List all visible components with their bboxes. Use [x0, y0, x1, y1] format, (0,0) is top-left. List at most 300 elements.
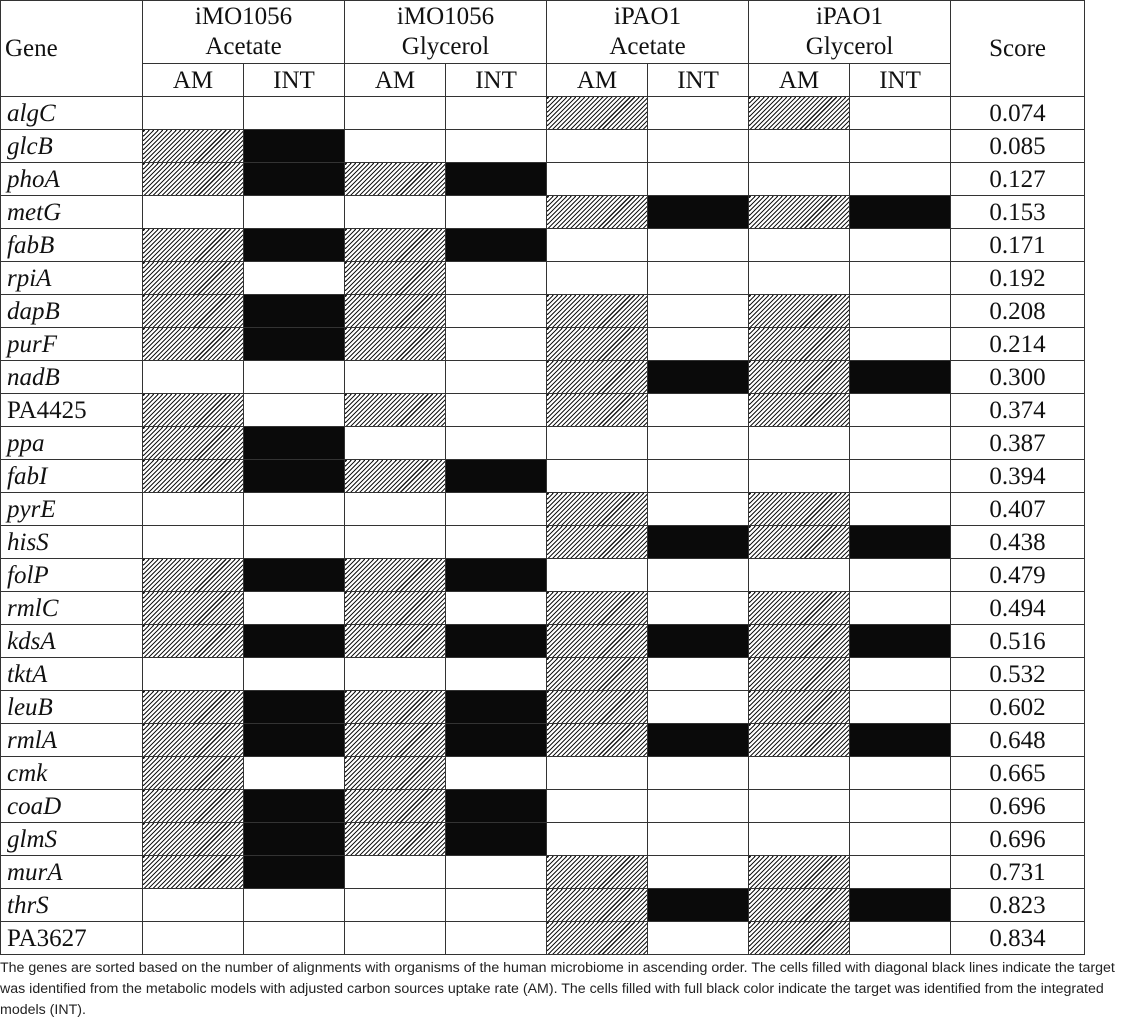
- int-cell-empty: [446, 526, 547, 559]
- score-cell: 0.214: [951, 328, 1085, 361]
- am-cell-hatched: [345, 724, 446, 757]
- int-cell-filled: [244, 691, 345, 724]
- int-cell-empty: [850, 163, 951, 196]
- int-cell-empty: [850, 823, 951, 856]
- am-cell-hatched: [143, 394, 244, 427]
- int-cell-empty: [244, 262, 345, 295]
- int-cell-filled: [446, 790, 547, 823]
- score-cell: 0.834: [951, 922, 1085, 955]
- int-cell-filled: [446, 163, 547, 196]
- gene-name-cell: glmS: [1, 823, 143, 856]
- int-cell-empty: [446, 592, 547, 625]
- am-cell-hatched: [547, 394, 648, 427]
- am-cell-hatched: [345, 757, 446, 790]
- table-row: [1, 229, 1085, 262]
- gene-name-cell: kdsA: [1, 625, 143, 658]
- int-cell-empty: [648, 328, 749, 361]
- gene-name-cell: pyrE: [1, 493, 143, 526]
- int-cell-filled: [850, 625, 951, 658]
- int-cell-filled: [446, 460, 547, 493]
- int-cell-filled: [648, 526, 749, 559]
- int-cell-empty: [850, 922, 951, 955]
- int-cell-empty: [648, 922, 749, 955]
- am-cell-hatched: [749, 592, 850, 625]
- int-cell-empty: [648, 130, 749, 163]
- am-cell-hatched: [749, 526, 850, 559]
- am-cell-empty: [345, 856, 446, 889]
- am-cell-empty: [749, 130, 850, 163]
- int-cell-filled: [446, 625, 547, 658]
- int-cell-empty: [446, 394, 547, 427]
- score-cell: 0.532: [951, 658, 1085, 691]
- group-carbon-label: Glycerol: [805, 33, 894, 60]
- table-row: [1, 163, 1085, 196]
- table-row: [1, 757, 1085, 790]
- table-row: [1, 394, 1085, 427]
- int-cell-empty: [244, 196, 345, 229]
- int-cell-empty: [446, 130, 547, 163]
- gene-column-header: Gene: [1, 1, 143, 97]
- int-cell-filled: [244, 460, 345, 493]
- table-row: [1, 262, 1085, 295]
- am-cell-hatched: [345, 262, 446, 295]
- group-header-imo1056-acetate: [143, 1, 345, 64]
- int-cell-empty: [648, 856, 749, 889]
- table-row: [1, 196, 1085, 229]
- am-cell-hatched: [749, 328, 850, 361]
- gene-name-cell: tktA: [1, 658, 143, 691]
- group-header-imo1056-glycerol: [345, 1, 547, 64]
- int-cell-empty: [446, 856, 547, 889]
- am-cell-empty: [345, 889, 446, 922]
- am-cell-hatched: [143, 229, 244, 262]
- am-cell-empty: [547, 262, 648, 295]
- group-header-ipao1-glycerol: [749, 1, 951, 64]
- am-cell-empty: [749, 790, 850, 823]
- int-cell-filled: [446, 229, 547, 262]
- am-cell-hatched: [749, 361, 850, 394]
- int-cell-empty: [244, 922, 345, 955]
- am-cell-hatched: [547, 691, 648, 724]
- score-cell: 0.208: [951, 295, 1085, 328]
- int-cell-empty: [648, 823, 749, 856]
- am-cell-empty: [749, 163, 850, 196]
- am-cell-empty: [547, 757, 648, 790]
- table-row: [1, 592, 1085, 625]
- int-cell-filled: [850, 196, 951, 229]
- am-cell-hatched: [547, 361, 648, 394]
- int-cell-empty: [850, 856, 951, 889]
- am-cell-empty: [749, 823, 850, 856]
- table-row: [1, 889, 1085, 922]
- am-cell-empty: [749, 559, 850, 592]
- am-cell-hatched: [143, 559, 244, 592]
- int-cell-empty: [244, 394, 345, 427]
- group-model-label: iPAO1: [815, 3, 884, 30]
- int-cell-filled: [244, 790, 345, 823]
- score-cell: 0.479: [951, 559, 1085, 592]
- score-cell: 0.648: [951, 724, 1085, 757]
- gene-name-cell: fabB: [1, 229, 143, 262]
- am-cell-empty: [749, 427, 850, 460]
- score-cell: 0.696: [951, 790, 1085, 823]
- score-cell: 0.153: [951, 196, 1085, 229]
- int-cell-empty: [446, 361, 547, 394]
- table-row: [1, 823, 1085, 856]
- gene-name-cell: rmlC: [1, 592, 143, 625]
- score-cell: 0.696: [951, 823, 1085, 856]
- int-cell-empty: [648, 427, 749, 460]
- table-row: [1, 130, 1085, 163]
- am-cell-hatched: [345, 559, 446, 592]
- group-model-label: iPAO1: [613, 3, 682, 30]
- am-cell-hatched: [749, 196, 850, 229]
- int-cell-filled: [244, 856, 345, 889]
- gene-name-cell: PA4425: [1, 394, 143, 427]
- am-cell-empty: [143, 361, 244, 394]
- int-cell-filled: [850, 361, 951, 394]
- int-cell-filled: [244, 427, 345, 460]
- int-cell-empty: [446, 262, 547, 295]
- gene-name-cell: hisS: [1, 526, 143, 559]
- am-cell-hatched: [547, 922, 648, 955]
- sub-header-am: AM: [547, 64, 648, 97]
- int-cell-filled: [244, 823, 345, 856]
- am-cell-empty: [143, 889, 244, 922]
- int-cell-empty: [850, 130, 951, 163]
- score-cell: 0.665: [951, 757, 1085, 790]
- score-cell: 0.494: [951, 592, 1085, 625]
- score-cell: 0.394: [951, 460, 1085, 493]
- am-cell-hatched: [547, 295, 648, 328]
- am-cell-empty: [547, 823, 648, 856]
- group-carbon-label: Glycerol: [401, 33, 490, 60]
- am-cell-hatched: [547, 592, 648, 625]
- score-cell: 0.074: [951, 97, 1085, 130]
- int-cell-empty: [850, 460, 951, 493]
- table-row: [1, 559, 1085, 592]
- score-cell: 0.731: [951, 856, 1085, 889]
- am-cell-hatched: [143, 757, 244, 790]
- am-cell-hatched: [143, 691, 244, 724]
- am-cell-hatched: [143, 856, 244, 889]
- am-cell-hatched: [749, 922, 850, 955]
- am-cell-hatched: [749, 889, 850, 922]
- am-cell-hatched: [143, 295, 244, 328]
- sub-header-int: INT: [648, 64, 749, 97]
- int-cell-empty: [244, 889, 345, 922]
- int-cell-empty: [850, 592, 951, 625]
- am-cell-empty: [345, 130, 446, 163]
- am-cell-hatched: [143, 460, 244, 493]
- gene-name-cell: ppa: [1, 427, 143, 460]
- am-cell-empty: [345, 922, 446, 955]
- table-header: [1, 1, 1085, 97]
- int-cell-empty: [648, 691, 749, 724]
- table-row: [1, 526, 1085, 559]
- int-cell-empty: [446, 658, 547, 691]
- int-cell-filled: [648, 889, 749, 922]
- int-cell-filled: [850, 724, 951, 757]
- int-cell-empty: [244, 97, 345, 130]
- am-cell-hatched: [547, 658, 648, 691]
- score-cell: 0.300: [951, 361, 1085, 394]
- am-cell-hatched: [749, 625, 850, 658]
- int-cell-empty: [850, 394, 951, 427]
- am-cell-empty: [345, 427, 446, 460]
- int-cell-filled: [244, 163, 345, 196]
- int-cell-empty: [446, 757, 547, 790]
- score-cell: 0.516: [951, 625, 1085, 658]
- am-cell-hatched: [143, 823, 244, 856]
- int-cell-empty: [850, 295, 951, 328]
- int-cell-empty: [648, 493, 749, 526]
- score-cell: 0.823: [951, 889, 1085, 922]
- gene-name-cell: glcB: [1, 130, 143, 163]
- int-cell-empty: [850, 493, 951, 526]
- sub-header-am: AM: [749, 64, 850, 97]
- table-row: [1, 427, 1085, 460]
- gene-name-cell: fabI: [1, 460, 143, 493]
- int-cell-empty: [446, 328, 547, 361]
- int-cell-empty: [850, 691, 951, 724]
- int-cell-filled: [446, 823, 547, 856]
- am-cell-hatched: [143, 625, 244, 658]
- sub-header-int: INT: [850, 64, 951, 97]
- table-body: [1, 97, 1085, 955]
- gene-name-cell: leuB: [1, 691, 143, 724]
- am-cell-hatched: [547, 196, 648, 229]
- am-cell-empty: [345, 526, 446, 559]
- am-cell-empty: [143, 526, 244, 559]
- am-cell-empty: [749, 229, 850, 262]
- int-cell-empty: [648, 394, 749, 427]
- int-cell-empty: [244, 361, 345, 394]
- am-cell-empty: [345, 493, 446, 526]
- int-cell-empty: [850, 658, 951, 691]
- score-cell: 0.602: [951, 691, 1085, 724]
- am-cell-hatched: [143, 262, 244, 295]
- am-cell-hatched: [547, 856, 648, 889]
- table-row: [1, 493, 1085, 526]
- am-cell-hatched: [143, 328, 244, 361]
- am-cell-empty: [547, 229, 648, 262]
- int-cell-filled: [648, 196, 749, 229]
- am-cell-hatched: [749, 97, 850, 130]
- int-cell-empty: [446, 427, 547, 460]
- am-cell-hatched: [547, 625, 648, 658]
- gene-name-cell: thrS: [1, 889, 143, 922]
- am-cell-hatched: [547, 724, 648, 757]
- sub-header-am: AM: [143, 64, 244, 97]
- score-cell: 0.192: [951, 262, 1085, 295]
- score-cell: 0.374: [951, 394, 1085, 427]
- am-cell-empty: [547, 130, 648, 163]
- score-cell: 0.407: [951, 493, 1085, 526]
- int-cell-empty: [446, 97, 547, 130]
- gene-name-cell: phoA: [1, 163, 143, 196]
- int-cell-empty: [648, 592, 749, 625]
- table-row: [1, 691, 1085, 724]
- am-cell-hatched: [345, 394, 446, 427]
- table-row: [1, 724, 1085, 757]
- gene-name-cell: coaD: [1, 790, 143, 823]
- int-cell-filled: [648, 724, 749, 757]
- gene-name-cell: purF: [1, 328, 143, 361]
- am-cell-empty: [547, 559, 648, 592]
- sub-header-int: INT: [446, 64, 547, 97]
- table-row: [1, 922, 1085, 955]
- gene-name-cell: PA3627: [1, 922, 143, 955]
- gene-name-cell: cmk: [1, 757, 143, 790]
- am-cell-empty: [547, 460, 648, 493]
- int-cell-filled: [244, 229, 345, 262]
- am-cell-hatched: [143, 163, 244, 196]
- int-cell-empty: [648, 658, 749, 691]
- int-cell-empty: [850, 790, 951, 823]
- int-cell-filled: [648, 625, 749, 658]
- am-cell-empty: [749, 262, 850, 295]
- sub-header-int: INT: [244, 64, 345, 97]
- table-row: [1, 658, 1085, 691]
- int-cell-filled: [244, 328, 345, 361]
- int-cell-empty: [244, 526, 345, 559]
- am-cell-empty: [143, 196, 244, 229]
- am-cell-hatched: [143, 130, 244, 163]
- int-cell-empty: [244, 658, 345, 691]
- am-cell-empty: [547, 163, 648, 196]
- int-cell-filled: [648, 361, 749, 394]
- am-cell-hatched: [143, 790, 244, 823]
- int-cell-filled: [244, 724, 345, 757]
- group-model-label: iMO1056: [396, 3, 495, 30]
- gene-name-cell: dapB: [1, 295, 143, 328]
- gene-name-cell: algC: [1, 97, 143, 130]
- int-cell-empty: [850, 559, 951, 592]
- am-cell-hatched: [749, 295, 850, 328]
- am-cell-empty: [749, 757, 850, 790]
- int-cell-empty: [850, 427, 951, 460]
- score-cell: 0.438: [951, 526, 1085, 559]
- int-cell-filled: [244, 559, 345, 592]
- am-cell-empty: [749, 460, 850, 493]
- am-cell-hatched: [749, 724, 850, 757]
- am-cell-hatched: [143, 592, 244, 625]
- int-cell-empty: [446, 493, 547, 526]
- int-cell-empty: [244, 493, 345, 526]
- am-cell-empty: [345, 658, 446, 691]
- group-carbon-label: Acetate: [205, 33, 282, 60]
- int-cell-empty: [850, 97, 951, 130]
- am-cell-empty: [143, 658, 244, 691]
- group-header-ipao1-acetate: [547, 1, 749, 64]
- int-cell-empty: [850, 262, 951, 295]
- int-cell-empty: [648, 97, 749, 130]
- int-cell-empty: [648, 460, 749, 493]
- int-cell-empty: [446, 922, 547, 955]
- am-cell-empty: [345, 97, 446, 130]
- am-cell-empty: [345, 361, 446, 394]
- gene-name-cell: folP: [1, 559, 143, 592]
- int-cell-empty: [446, 196, 547, 229]
- int-cell-empty: [850, 757, 951, 790]
- int-cell-empty: [850, 229, 951, 262]
- am-cell-hatched: [345, 790, 446, 823]
- table-row: [1, 328, 1085, 361]
- int-cell-empty: [648, 163, 749, 196]
- am-cell-hatched: [345, 823, 446, 856]
- group-carbon-label: Acetate: [609, 33, 686, 60]
- int-cell-empty: [648, 757, 749, 790]
- am-cell-empty: [345, 196, 446, 229]
- am-cell-hatched: [345, 625, 446, 658]
- score-cell: 0.085: [951, 130, 1085, 163]
- am-cell-hatched: [345, 328, 446, 361]
- sub-header-am: AM: [345, 64, 446, 97]
- int-cell-filled: [244, 130, 345, 163]
- group-model-label: iMO1056: [194, 3, 293, 30]
- int-cell-empty: [446, 295, 547, 328]
- gene-name-cell: murA: [1, 856, 143, 889]
- int-cell-empty: [446, 889, 547, 922]
- gene-name-cell: nadB: [1, 361, 143, 394]
- score-cell: 0.387: [951, 427, 1085, 460]
- int-cell-filled: [446, 559, 547, 592]
- int-cell-filled: [244, 625, 345, 658]
- int-cell-empty: [648, 262, 749, 295]
- table-row: [1, 361, 1085, 394]
- am-cell-empty: [143, 97, 244, 130]
- am-cell-hatched: [345, 592, 446, 625]
- am-cell-hatched: [345, 295, 446, 328]
- table-caption: The genes are sorted based on the number of alignments with organisms of the human microbiome in ascending order. The cells filled with diagonal black lines indicate the target was identified from the metabolic models with adjusted carbon sources uptake rate (AM). The cells filled with full black color indicate the target was identified from the integrated models (INT).: [0, 960, 1115, 1018]
- am-cell-hatched: [345, 163, 446, 196]
- am-cell-hatched: [345, 460, 446, 493]
- am-cell-hatched: [749, 493, 850, 526]
- table-row: [1, 460, 1085, 493]
- am-cell-hatched: [749, 691, 850, 724]
- am-cell-hatched: [143, 427, 244, 460]
- am-cell-hatched: [547, 493, 648, 526]
- am-cell-empty: [547, 427, 648, 460]
- table-row: [1, 625, 1085, 658]
- am-cell-hatched: [547, 97, 648, 130]
- int-cell-filled: [446, 724, 547, 757]
- gene-name-cell: rpiA: [1, 262, 143, 295]
- int-cell-empty: [648, 295, 749, 328]
- gene-name-cell: rmlA: [1, 724, 143, 757]
- table-row: [1, 856, 1085, 889]
- int-cell-empty: [850, 328, 951, 361]
- am-cell-empty: [547, 790, 648, 823]
- int-cell-empty: [244, 592, 345, 625]
- am-cell-hatched: [143, 724, 244, 757]
- am-cell-hatched: [749, 394, 850, 427]
- int-cell-empty: [648, 559, 749, 592]
- gene-name-cell: metG: [1, 196, 143, 229]
- table-row: [1, 97, 1085, 130]
- int-cell-empty: [244, 757, 345, 790]
- int-cell-filled: [850, 526, 951, 559]
- score-cell: 0.171: [951, 229, 1085, 262]
- am-cell-empty: [143, 922, 244, 955]
- score-column-header: Score: [951, 1, 1085, 97]
- int-cell-filled: [244, 295, 345, 328]
- am-cell-hatched: [749, 658, 850, 691]
- am-cell-hatched: [547, 889, 648, 922]
- int-cell-empty: [648, 229, 749, 262]
- int-cell-filled: [850, 889, 951, 922]
